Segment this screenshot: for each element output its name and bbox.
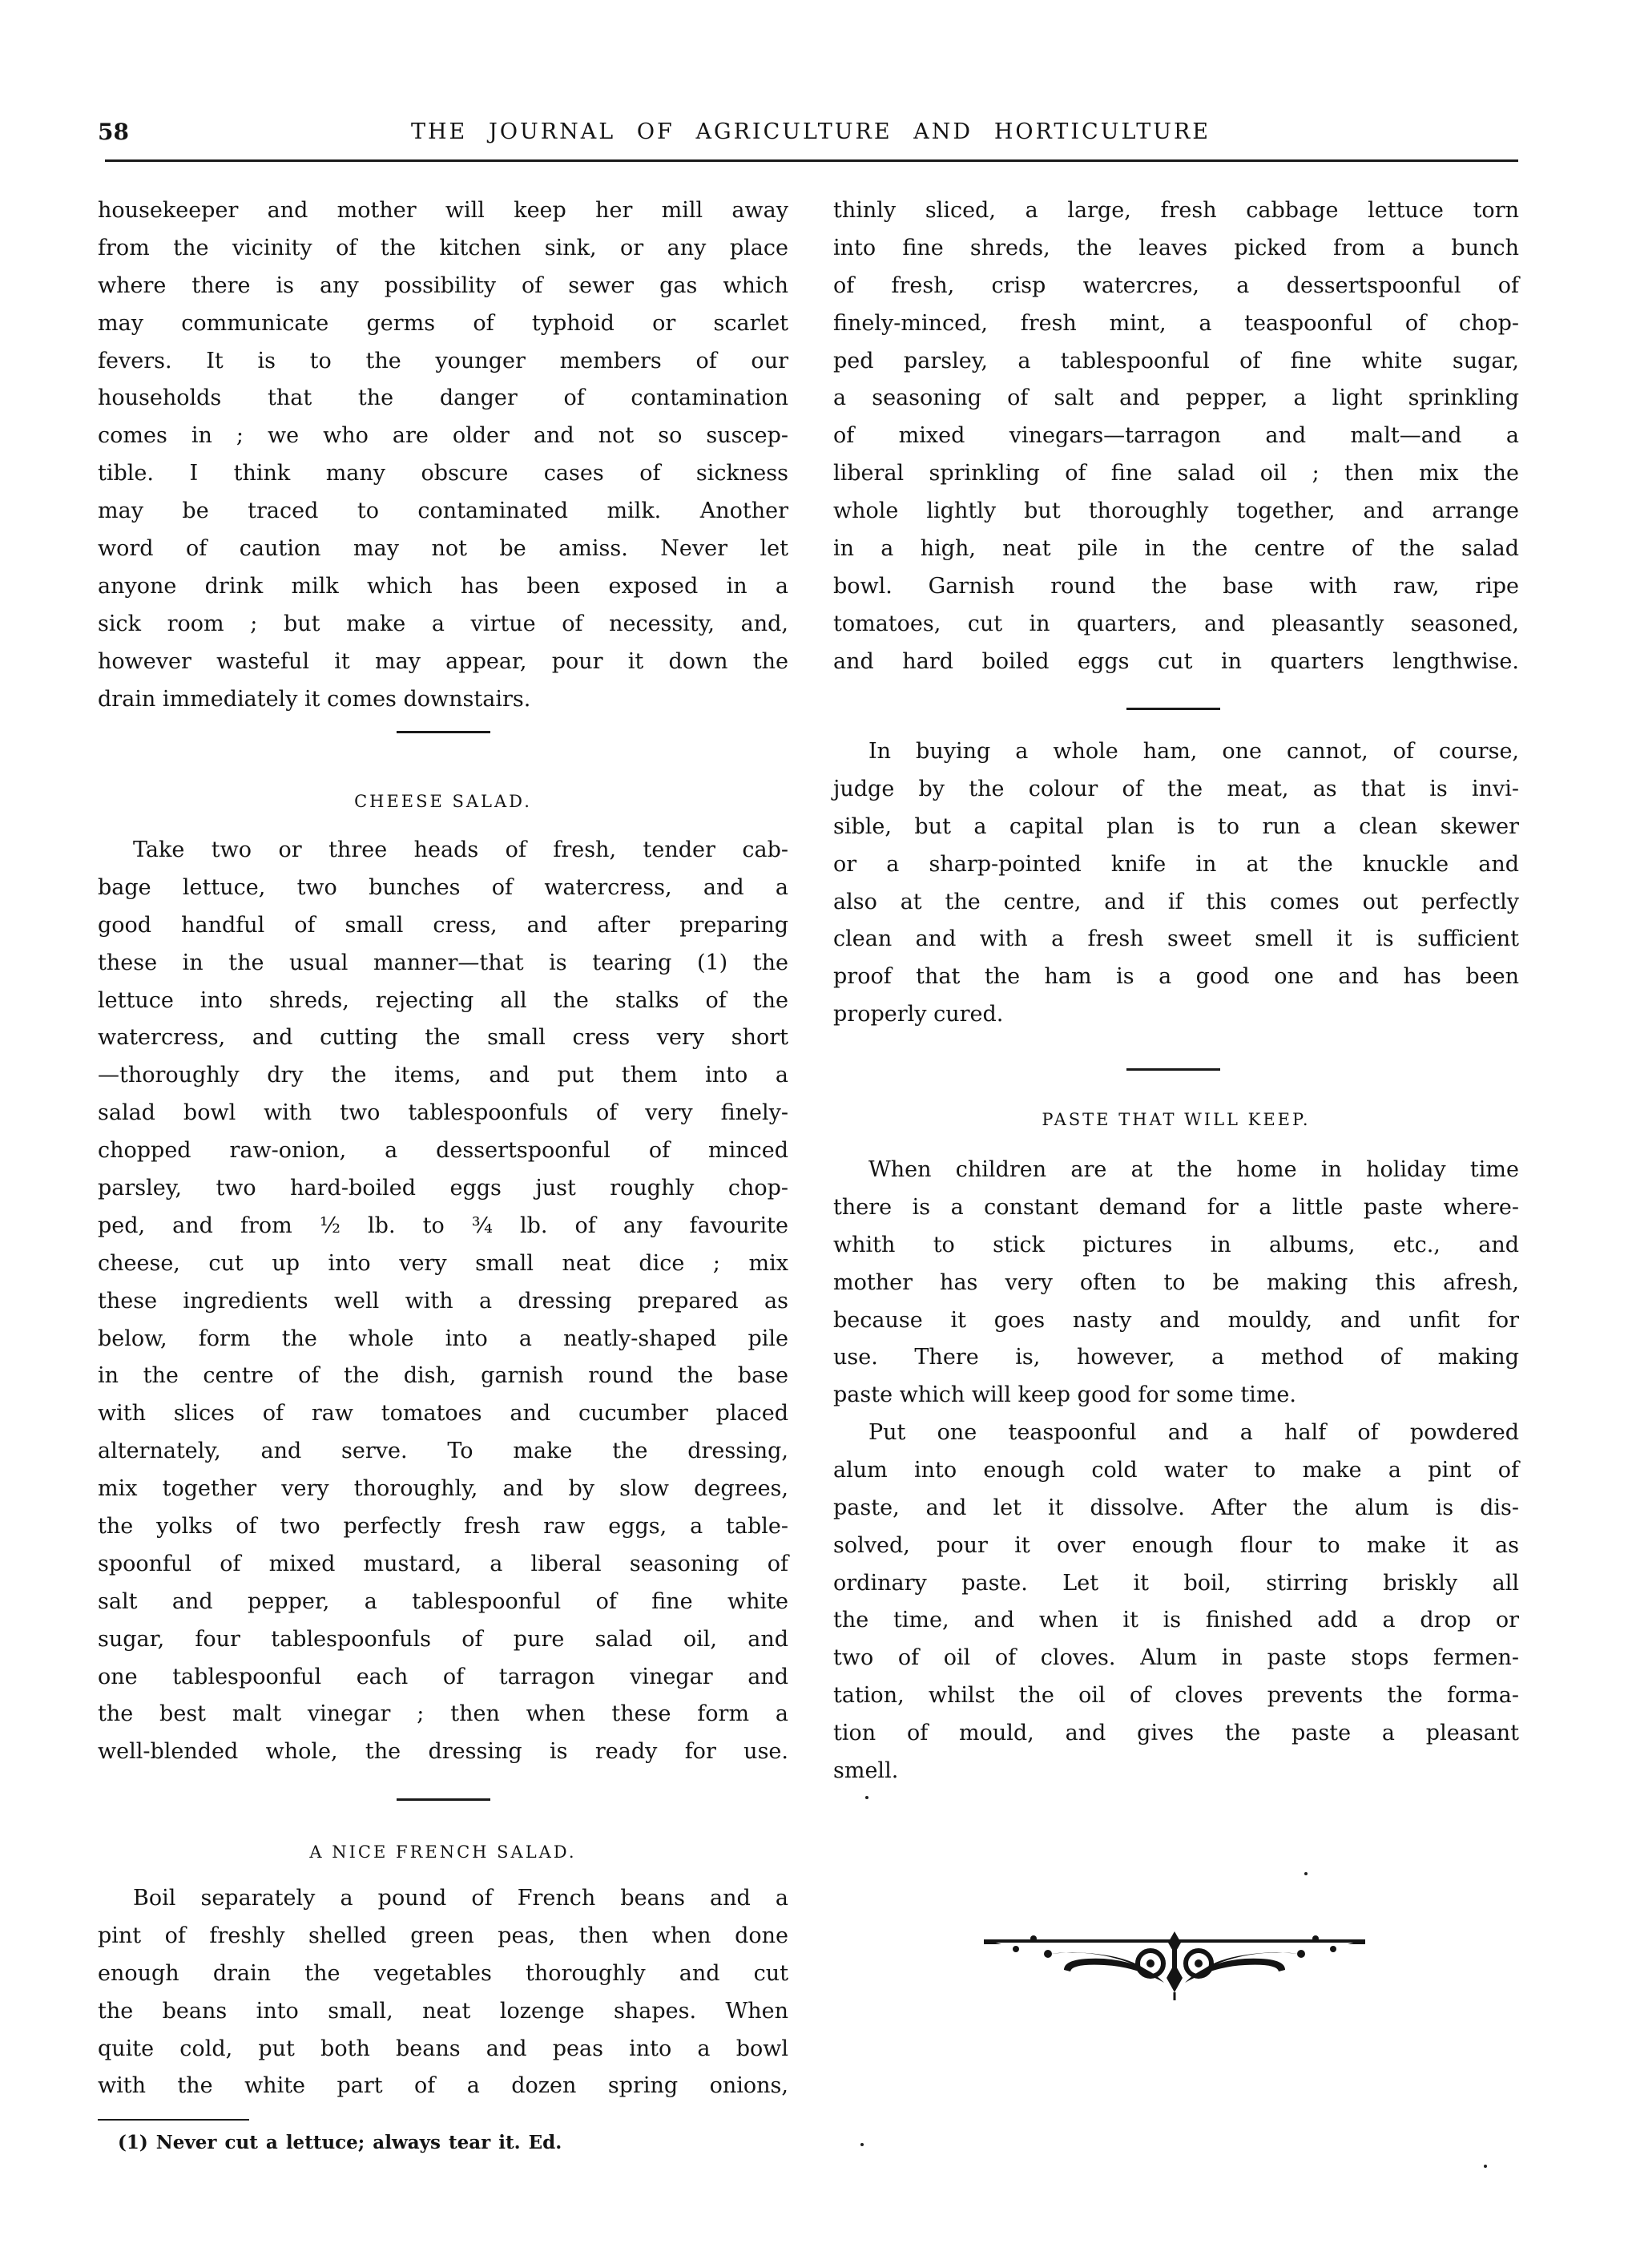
text-line: tion of mould, and gives the paste a pleasant bbox=[833, 1721, 1519, 1746]
french-salad-paragraph bbox=[98, 1880, 788, 2105]
intro-paragraph bbox=[98, 192, 788, 718]
text-line: lettuce into shreds, rejecting all the stalks of the bbox=[98, 987, 788, 1013]
section-divider bbox=[1126, 1068, 1220, 1071]
footnote: (1) Never cut a lettuce; always tear it. Ed. bbox=[118, 2132, 562, 2153]
text-line: properly cured. bbox=[833, 1002, 1004, 1027]
text-line: mother has very often to be making this afresh, bbox=[833, 1269, 1519, 1295]
text-line: where there is any possibility of sewer gas which bbox=[98, 272, 788, 298]
text-line: watercress, and cutting the small cress very short bbox=[98, 1025, 788, 1051]
text-line: the time, and when it is finished add a drop or bbox=[833, 1608, 1519, 1633]
text-line: liberal sprinkling of fine salad oil ; then mix the bbox=[833, 461, 1519, 486]
text-line: the best malt vinegar ; then when these form a bbox=[98, 1701, 788, 1727]
text-line: these in the usual manner—that is tearing (1) the bbox=[98, 950, 788, 975]
text-line: also at the centre, and if this comes out perfectly bbox=[833, 889, 1519, 914]
text-line: paste, and let it dissolve. After the alum is dis- bbox=[833, 1495, 1519, 1520]
header-rule bbox=[105, 159, 1518, 162]
paste-paragraph-1 bbox=[833, 1152, 1519, 1414]
text-line: chopped raw-onion, a dessertspoonful of minced bbox=[98, 1138, 788, 1164]
text-line: into fine shreds, the leaves picked from a bunch bbox=[833, 235, 1519, 260]
text-line: sible, but a capital plan is to run a clean skewer bbox=[833, 813, 1519, 839]
text-line: spoonful of mixed mustard, a liberal seasoning of bbox=[98, 1551, 788, 1576]
text-line: in a high, neat pile in the centre of the salad bbox=[833, 536, 1519, 562]
text-line: Boil separately a pound of French beans and a bbox=[133, 1886, 788, 1911]
text-line: whole lightly but thoroughly together, and arrange bbox=[833, 498, 1519, 524]
text-line: there is a constant demand for a little paste where- bbox=[833, 1194, 1519, 1220]
text-line: comes in ; we who are older and not so suscep- bbox=[98, 423, 788, 449]
footnote-rule bbox=[98, 2119, 249, 2121]
text-line: housekeeper and mother will keep her mill away bbox=[98, 198, 788, 223]
paste-heading: PASTE THAT WILL KEEP. bbox=[1042, 1110, 1311, 1129]
text-line: clean and with a fresh sweet smell it is sufficient bbox=[833, 926, 1519, 952]
text-line: one tablespoonful each of tarragon vinegar and bbox=[98, 1664, 788, 1689]
text-line: may communicate germs of typhoid or scarlet bbox=[98, 310, 788, 336]
text-line: pint of freshly shelled green peas, then when done bbox=[98, 1923, 788, 1948]
ornament-tailpiece-icon bbox=[984, 1931, 1365, 2000]
section-divider bbox=[1126, 708, 1220, 710]
text-line: whith to stick pictures in albums, etc., and bbox=[833, 1232, 1519, 1257]
text-line: these ingredients well with a dressing prepared as bbox=[98, 1288, 788, 1314]
text-line: households that the danger of contamination bbox=[98, 385, 788, 411]
text-line: salt and pepper, a tablespoonful of fine white bbox=[98, 1588, 788, 1614]
text-line: fevers. It is to the younger members of our bbox=[98, 348, 788, 373]
text-line: may be traced to contaminated milk. Another bbox=[98, 498, 788, 524]
page-number: 58 bbox=[98, 119, 129, 145]
text-line: alternately, and serve. To make the dressing, bbox=[98, 1439, 788, 1464]
french-salad-heading: A NICE FRENCH SALAD. bbox=[309, 1842, 577, 1862]
text-line: ped, and from ½ lb. to ¾ lb. of any favourite bbox=[98, 1213, 788, 1238]
cheese-salad-heading: CHEESE SALAD. bbox=[354, 792, 532, 811]
text-line: with the white part of a dozen spring onions, bbox=[98, 2073, 788, 2099]
text-line: When children are at the home in holiday time bbox=[868, 1157, 1519, 1182]
text-line: because it goes nasty and mouldy, and unfit for bbox=[833, 1307, 1519, 1333]
text-line: thinly sliced, a large, fresh cabbage lettuce torn bbox=[833, 198, 1519, 223]
text-line: tomatoes, cut in quarters, and pleasantly seasoned, bbox=[833, 611, 1519, 636]
scan-speck bbox=[1304, 1872, 1308, 1875]
text-line: sugar, four tablespoonfuls of pure salad oil, and bbox=[98, 1626, 788, 1652]
cheese-salad-paragraph bbox=[98, 832, 788, 1771]
text-line: alum into enough cold water to make a pint of bbox=[833, 1457, 1519, 1483]
text-line: in the centre of the dish, garnish round the base bbox=[98, 1363, 788, 1389]
text-line: bage lettuce, two bunches of watercress, and a bbox=[98, 874, 788, 900]
text-line: quite cold, put both beans and peas into a bowl bbox=[98, 2036, 788, 2061]
text-line: of fresh, crisp watercres, a dessertspoonful of bbox=[833, 272, 1519, 298]
text-line: tible. I think many obscure cases of sickness bbox=[98, 461, 788, 486]
text-line: paste which will keep good for some time. bbox=[833, 1382, 1296, 1408]
text-line: word of caution may not be amiss. Never let bbox=[98, 536, 788, 562]
paste-paragraph-2 bbox=[833, 1414, 1519, 1790]
text-line: Put one teaspoonful and a half of powdered bbox=[868, 1420, 1519, 1445]
french-salad-continued-paragraph bbox=[833, 192, 1519, 681]
text-line: drain immediately it comes downstairs. bbox=[98, 686, 531, 712]
text-line: use. There is, however, a method of making bbox=[833, 1345, 1519, 1370]
text-line: proof that the ham is a good one and has been bbox=[833, 964, 1519, 990]
scan-speck bbox=[860, 2143, 864, 2146]
running-title: THE JOURNAL OF AGRICULTURE AND HORTICULTURE bbox=[411, 119, 1211, 144]
text-line: and hard boiled eggs cut in quarters lengthwise. bbox=[833, 648, 1519, 674]
ham-paragraph bbox=[833, 733, 1519, 1034]
text-line: In buying a whole ham, one cannot, of course, bbox=[868, 739, 1519, 764]
text-line: —thoroughly dry the items, and put them into a bbox=[98, 1063, 788, 1088]
text-line: parsley, two hard-boiled eggs just roughly chop- bbox=[98, 1176, 788, 1201]
text-line: finely-minced, fresh mint, a teaspoonful of chop- bbox=[833, 310, 1519, 336]
scan-speck bbox=[1484, 2165, 1487, 2168]
text-line: ped parsley, a tablespoonful of fine white sugar, bbox=[833, 348, 1519, 373]
text-line: salad bowl with two tablespoonfuls of very finely- bbox=[98, 1100, 788, 1126]
text-line: with slices of raw tomatoes and cucumber placed bbox=[98, 1401, 788, 1427]
text-line: bowl. Garnish round the base with raw, ripe bbox=[833, 573, 1519, 599]
text-line: well-blended whole, the dressing is ready for use. bbox=[98, 1739, 788, 1765]
section-divider bbox=[397, 1798, 490, 1801]
text-line: the yolks of two perfectly fresh raw eggs, a table- bbox=[98, 1514, 788, 1540]
text-line: two of oil of cloves. Alum in paste stops fermen- bbox=[833, 1645, 1519, 1671]
text-line: below, form the whole into a neatly-shaped pile bbox=[98, 1326, 788, 1351]
text-line: from the vicinity of the kitchen sink, or any place bbox=[98, 235, 788, 260]
section-divider bbox=[397, 731, 490, 733]
text-line: Take two or three heads of fresh, tender cab- bbox=[133, 837, 788, 862]
text-line: sick room ; but make a virtue of necessity, and, bbox=[98, 611, 788, 636]
text-line: or a sharp-pointed knife in at the knuckle and bbox=[833, 851, 1519, 877]
text-line: good handful of small cress, and after preparing bbox=[98, 912, 788, 938]
text-line: tation, whilst the oil of cloves prevents the forma- bbox=[833, 1683, 1519, 1709]
text-line: however wasteful it may appear, pour it down the bbox=[98, 648, 788, 674]
text-line: anyone drink milk which has been exposed in a bbox=[98, 573, 788, 599]
text-line: of mixed vinegars—tarragon and malt—and a bbox=[833, 423, 1519, 449]
text-line: judge by the colour of the meat, as that is invi- bbox=[833, 776, 1519, 801]
text-line: ordinary paste. Let it boil, stirring briskly all bbox=[833, 1570, 1519, 1596]
scan-speck bbox=[865, 1796, 868, 1799]
text-line: smell. bbox=[833, 1758, 899, 1784]
text-line: solved, pour it over enough flour to make it as bbox=[833, 1532, 1519, 1558]
text-line: a seasoning of salt and pepper, a light sprinkling bbox=[833, 385, 1519, 411]
text-line: enough drain the vegetables thoroughly and cut bbox=[98, 1960, 788, 1986]
text-line: the beans into small, neat lozenge shapes. When bbox=[98, 1998, 788, 2024]
text-line: mix together very thoroughly, and by slow degrees, bbox=[98, 1476, 788, 1502]
text-line: cheese, cut up into very small neat dice ; mix bbox=[98, 1250, 788, 1276]
